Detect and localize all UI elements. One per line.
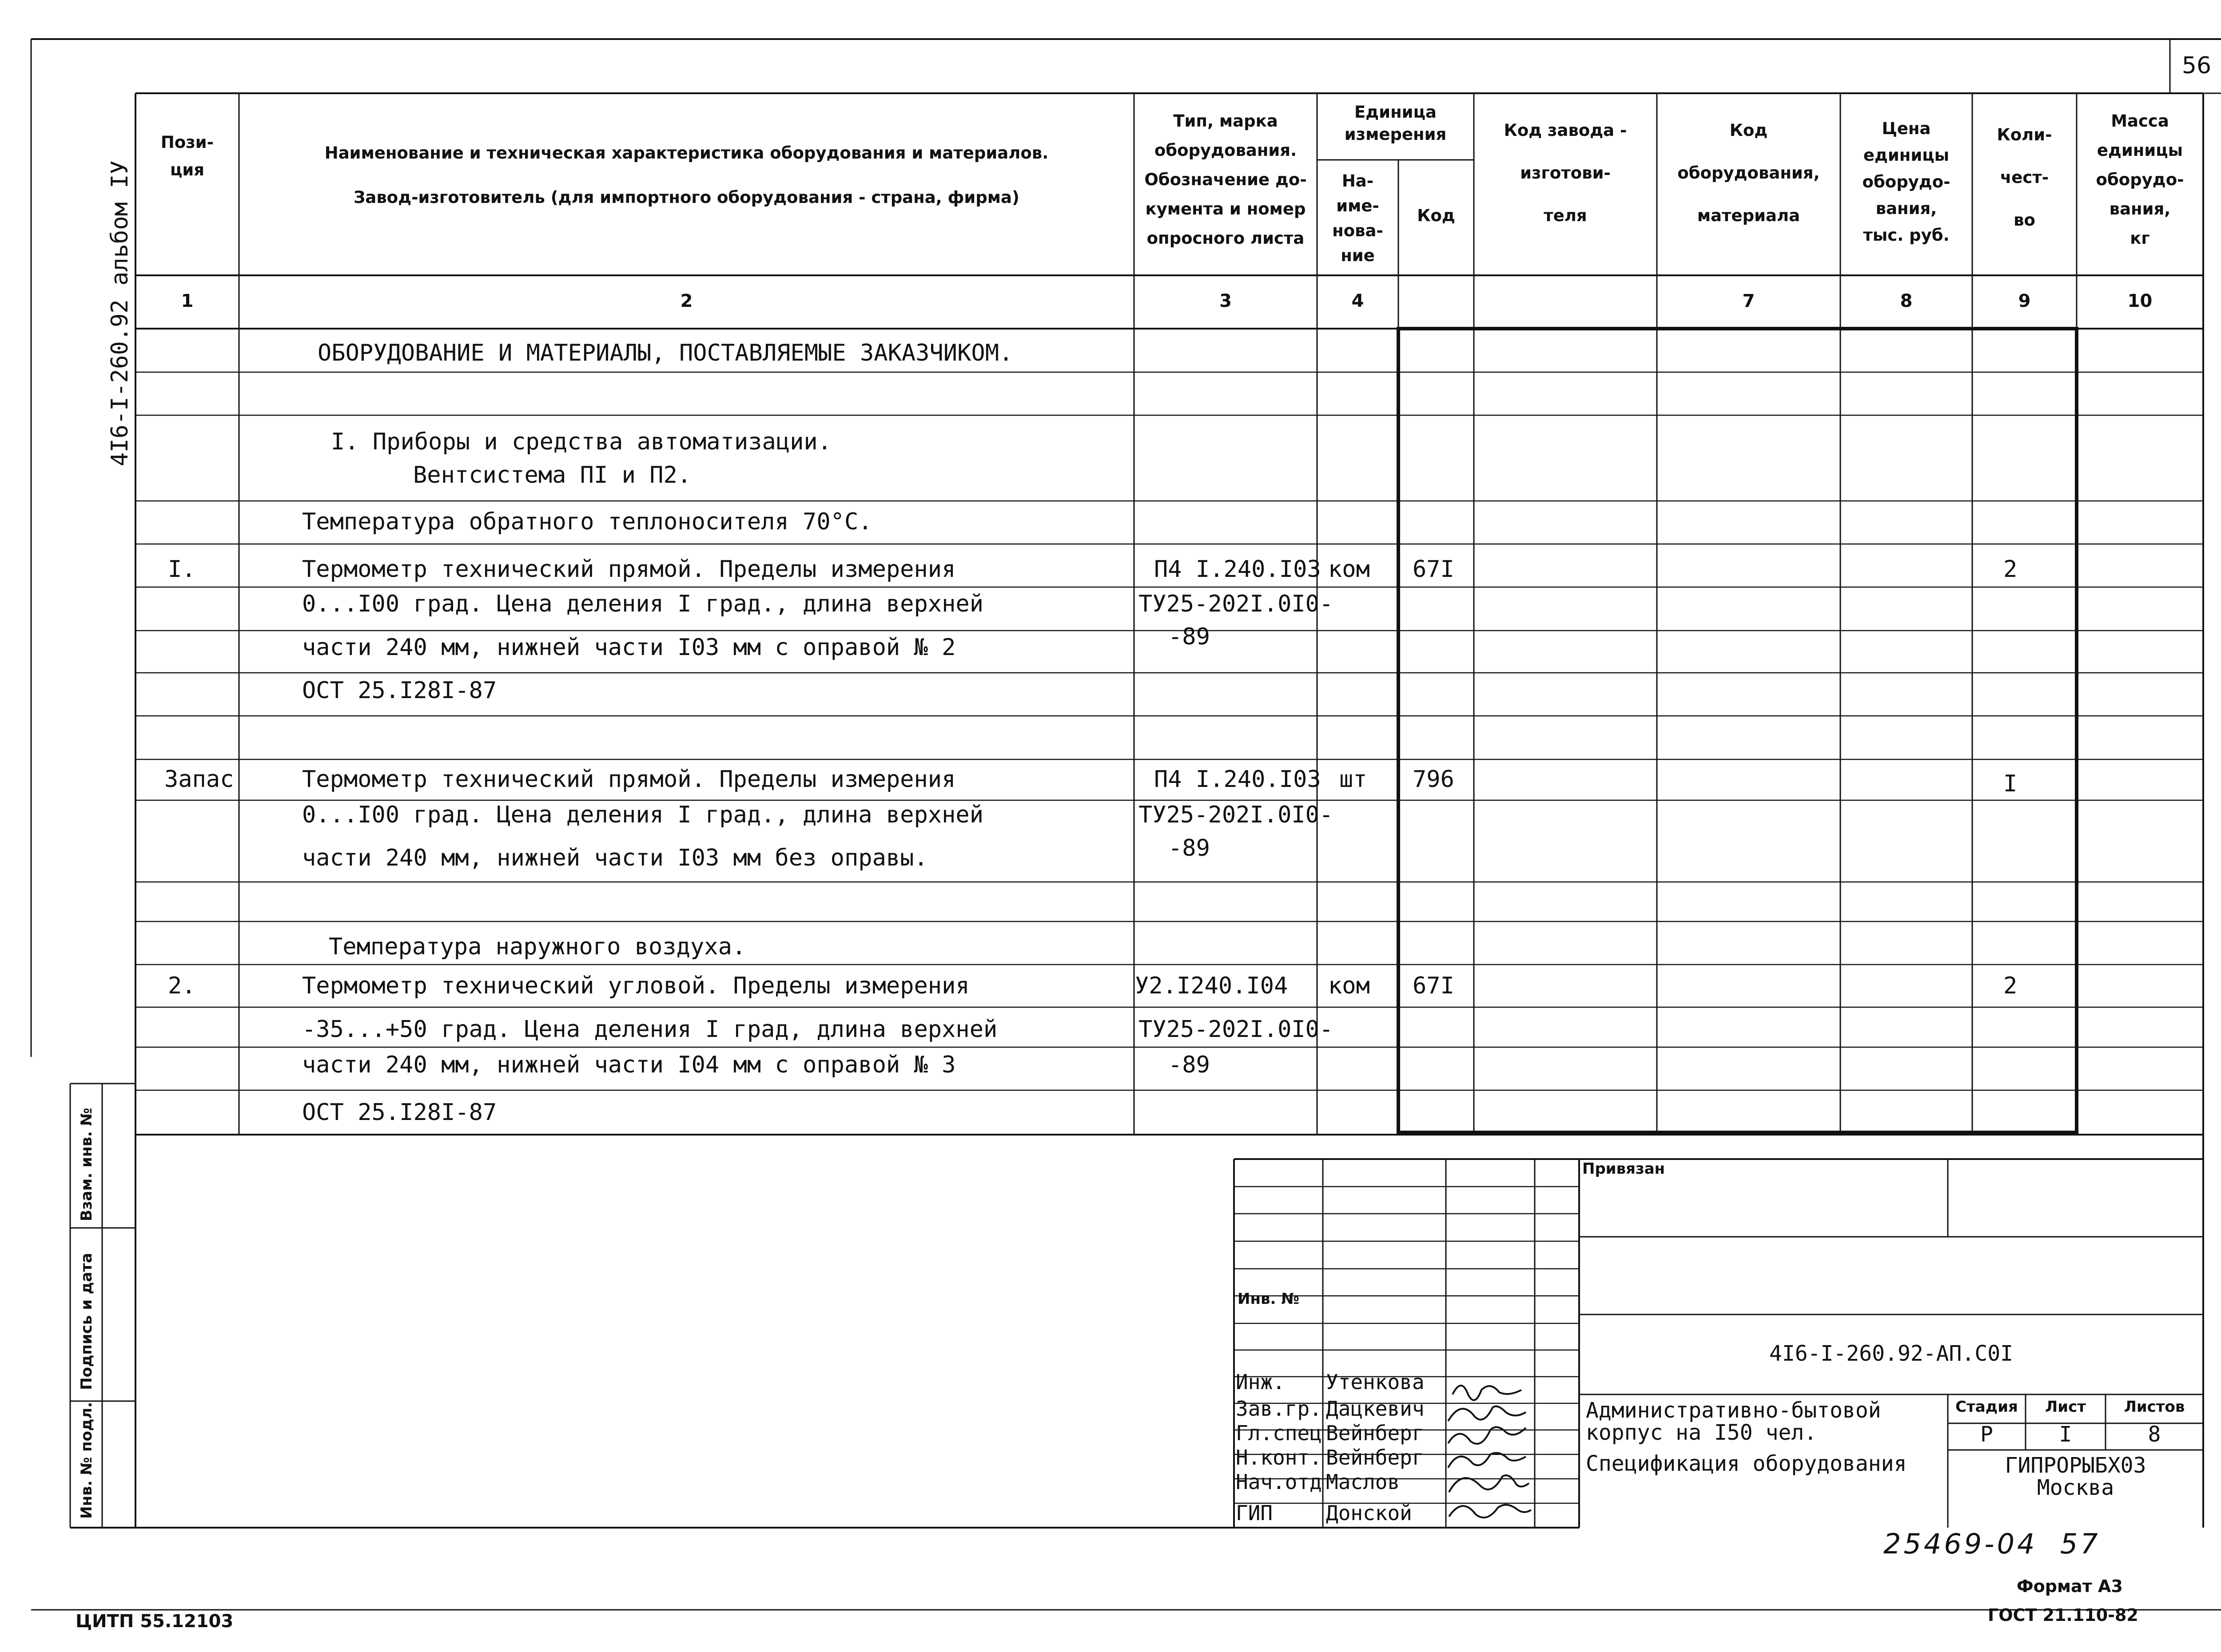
role-label: Нач.отд	[1236, 1470, 1322, 1494]
handwritten-archive-number: 25469-04 57	[1883, 1528, 2101, 1560]
row-pos: 2.	[168, 973, 196, 999]
role-label: Н.конт.	[1236, 1446, 1322, 1469]
column-number-4: 4	[1351, 291, 1364, 311]
signature-veinberg-1	[1448, 1427, 1526, 1444]
role-label: Инж.	[1236, 1370, 1285, 1394]
subsection-subheading: Вентсистема ПI и П2.	[413, 462, 692, 488]
role-person: Маслов	[1326, 1470, 1400, 1494]
header-quantity: Коли- чест- во	[1997, 125, 2052, 230]
citp-label: ЦИТП 55.12103	[76, 1611, 234, 1632]
parameter-heading-return-temp: Температура обратного теплоносителя 70°С.	[302, 508, 872, 535]
signature-utenkova	[1453, 1386, 1521, 1400]
header-pos: Пози- ция	[160, 133, 214, 179]
sheet-value: I	[2059, 1422, 2072, 1447]
role-label: Гл.спец	[1236, 1421, 1322, 1445]
role-person: Дацкевич	[1326, 1397, 1425, 1421]
signature-maslov	[1449, 1475, 1529, 1492]
row-type: ТУ25-202I.0I0-	[1138, 591, 1333, 617]
column-number-9: 9	[2018, 291, 2031, 311]
side-stamp-vzam-inv: Взам. инв. №	[78, 1108, 96, 1221]
object-name-line2: корпус на I50 чел.	[1586, 1420, 1817, 1445]
column-number-8: 8	[1900, 291, 1913, 311]
row-unit: шт	[1339, 766, 1367, 793]
row-code: 796	[1413, 766, 1454, 793]
title-block-privyazan-label: Привязан	[1582, 1160, 1665, 1178]
column-number-10: 10	[2127, 291, 2153, 311]
row-name: части 240 мм, нижней части I03 мм без оправы.	[302, 845, 928, 871]
role-person: Донской	[1326, 1501, 1412, 1525]
row-type: ТУ25-202I.0I0-	[1138, 802, 1333, 828]
row-name: Термометр технический прямой. Пределы измерения	[302, 766, 956, 793]
role-person: Вейнберг	[1326, 1446, 1425, 1469]
sheet-number: 56	[2181, 52, 2212, 79]
column-number-2: 2	[680, 291, 693, 311]
row-unit: ком	[1328, 556, 1370, 583]
row-qty: 2	[2003, 973, 2018, 999]
header-type: Тип, марка оборудования. Обозначение до- кумента и номер опросного листа	[1144, 111, 1307, 248]
row-type: -89	[1168, 835, 1210, 862]
subsection-heading: I. Приборы и средства автоматизации.	[331, 429, 832, 455]
role-person: Вейнберг	[1326, 1421, 1425, 1445]
signature-datskevich	[1448, 1406, 1526, 1421]
header-unit-mass: Масса единицы оборудо- вания, кг	[2096, 111, 2184, 248]
organization-name: ГИПРОРЫБХ0З	[2005, 1453, 2146, 1478]
row-name: 0...I00 град. Цена деления I град., длина верхней	[302, 591, 984, 617]
header-factory-code: Код завода - изготови- теля	[1504, 121, 1627, 225]
organization-city: Москва	[2037, 1475, 2114, 1500]
row-type: П4 I.240.I03	[1154, 766, 1321, 793]
header-unit-code: Код	[1417, 206, 1455, 225]
sheets-value: 8	[2148, 1422, 2161, 1447]
role-person: Утенкова	[1326, 1370, 1425, 1394]
stage-value: Р	[1980, 1422, 1993, 1447]
signature-veinberg-2	[1448, 1453, 1526, 1468]
header-name: Наименование и техническая характеристика оборудования и материалов. Завод-изготовитель (для импортного оборудования - страна, фирма)	[324, 143, 1049, 207]
document-code: 4I6-I-260.92-АП.С0I	[1769, 1341, 2014, 1366]
gost-label: ГОСТ 21.110-82	[1988, 1605, 2138, 1625]
row-code: 67I	[1413, 556, 1454, 583]
row-name: Термометр технический прямой. Пределы измерения	[302, 556, 956, 583]
row-type: -89	[1168, 1052, 1210, 1078]
title-block-inv-label: Инв. №	[1238, 1290, 1300, 1308]
header-equipment-code: Код оборудования, материала	[1677, 121, 1820, 225]
format-label: Формат А3	[2017, 1577, 2123, 1596]
row-code: 67I	[1413, 973, 1454, 999]
row-qty: 2	[2003, 556, 2018, 583]
stage-label: Стадия	[1955, 1398, 2018, 1416]
side-stamp-signature-date: Подпись и дата	[78, 1253, 96, 1390]
sheet-title: Спецификация оборудования	[1586, 1451, 1907, 1476]
parameter-heading-outdoor-temp: Температура наружного воздуха.	[329, 933, 746, 960]
role-label: ГИП	[1236, 1501, 1273, 1525]
row-name: ОСТ 25.I28I-87	[302, 1099, 497, 1126]
row-name: части 240 мм, нижней части I03 мм с оправой № 2	[302, 634, 956, 661]
row-pos: I.	[168, 556, 196, 583]
header-unit-name: На- име- нова- ние	[1332, 171, 1383, 265]
row-type: -89	[1168, 623, 1210, 650]
row-name: ОСТ 25.I28I-87	[302, 677, 497, 704]
side-stamp-inv-original: Инв. № подл.	[78, 1402, 96, 1519]
row-name: Термометр технический угловой. Пределы измерения	[302, 973, 970, 999]
header-unit-group: Единица измерения	[1344, 103, 1447, 144]
row-name: 0...I00 град. Цена деления I град., длина верхней	[302, 802, 984, 828]
column-number-3: 3	[1219, 291, 1232, 311]
object-name-line1: Административно-бытовой	[1586, 1398, 1881, 1423]
signature-donskoy	[1449, 1505, 1531, 1518]
row-pos: Запас	[164, 766, 234, 793]
column-number-1: 1	[181, 291, 194, 311]
row-type: ТУ25-202I.0I0-	[1138, 1016, 1333, 1043]
sheet-label: Лист	[2045, 1398, 2086, 1416]
album-code: 4I6-I-260.92 альбом IУ	[107, 160, 133, 466]
role-label: Зав.гр.	[1236, 1397, 1322, 1421]
row-unit: ком	[1328, 973, 1370, 999]
row-type: П4 I.240.I03	[1154, 556, 1321, 583]
row-name: -35...+50 град. Цена деления I град, длина верхней	[302, 1016, 998, 1043]
header-unit-price: Цена единицы оборудо- вания, тыс. руб.	[1862, 119, 1950, 245]
row-type: У2.I240.I04	[1135, 973, 1288, 999]
sheets-label: Листов	[2124, 1398, 2185, 1416]
row-qty: I	[2003, 770, 2018, 797]
row-name: части 240 мм, нижней части I04 мм с оправой № 3	[302, 1052, 956, 1078]
section-heading: ОБОРУДОВАНИЕ И МАТЕРИАЛЫ, ПОСТАВЛЯЕМЫЕ ЗАКАЗЧИКОМ.	[318, 340, 1013, 366]
column-number-7: 7	[1742, 291, 1755, 311]
